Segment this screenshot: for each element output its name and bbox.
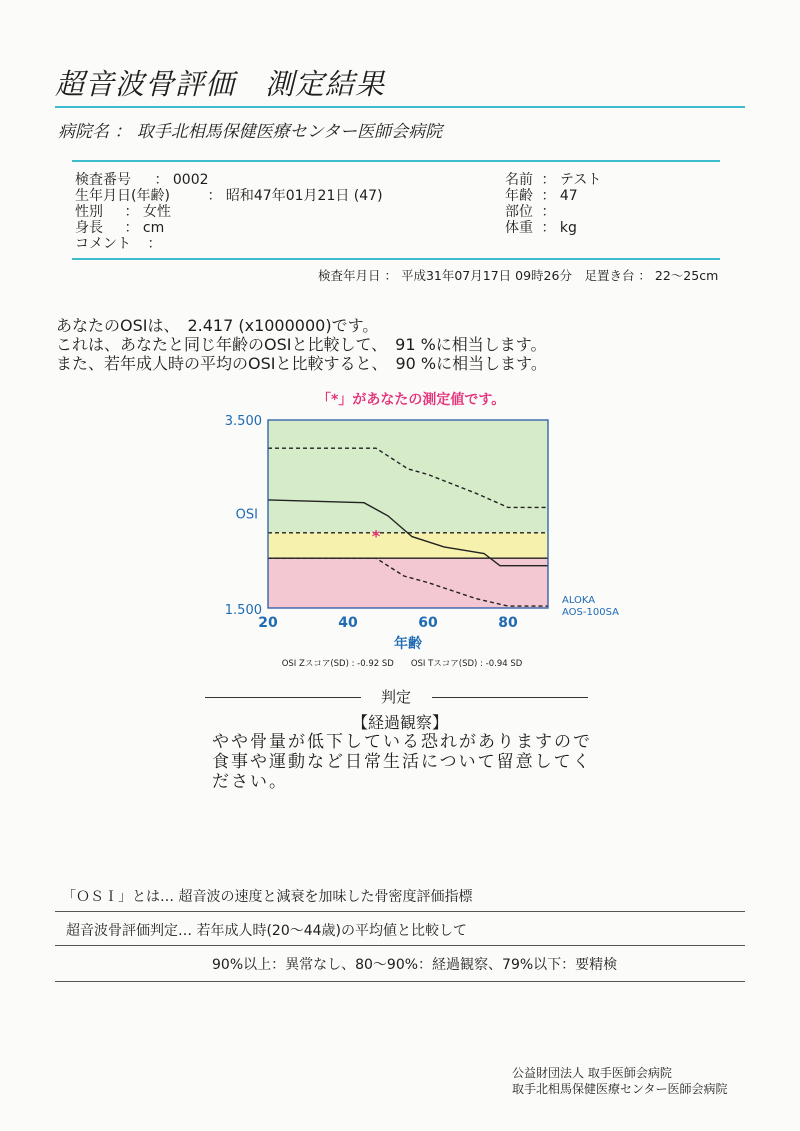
summary-line-osi: あなたのOSIは、 2.417 (x1000000)です。 [56, 316, 379, 335]
judgement-line: ださい。 [212, 772, 288, 792]
footer-divider-2 [55, 945, 745, 946]
footer-divider-1 [55, 911, 745, 912]
info-comment: コメント ： [75, 236, 162, 252]
brand-name: ALOKA [562, 595, 596, 606]
band-normal [268, 420, 548, 533]
info-sex: 性別 ： 女性 [75, 204, 171, 220]
judgement-title: 判定 [381, 688, 412, 706]
hospital-name: 病院名 ： 取手北相馬保健医療センター医師会病院 [58, 122, 443, 142]
issuer-foundation: 公益財団法人 取手医師会病院 [512, 1066, 672, 1080]
info-top-divider [72, 160, 720, 162]
info-bottom-divider [72, 258, 720, 260]
brand-model: AOS-100SA [562, 607, 619, 618]
result-summary [56, 316, 547, 373]
x-tick-label: 80 [498, 615, 518, 631]
score-readout: OSI Zスコア(SD) : -0.92 SD OSI Tスコア(SD) : -0.94 SD [281, 659, 523, 669]
patient-info-right [505, 172, 601, 236]
judgement-thresholds: 90%以上：異常なし、80～90%：経過観察、79%以下：要精検 [212, 957, 618, 973]
judgement-line: やや骨量が低下している恐れがありますので [212, 732, 592, 752]
info-exam-no: 検査番号 ： 0002 [75, 172, 209, 188]
x-tick-label: 60 [418, 615, 438, 631]
judgement-line: 食事や運動など日常生活について留意してく [212, 752, 592, 772]
info-weight: 体重 ： kg [505, 220, 577, 236]
x-tick-label: 20 [258, 615, 278, 631]
y-axis-label: OSI [235, 507, 258, 523]
page-title: 超音波骨評価 測定結果 [55, 67, 386, 101]
chart-note: 「*」があなたの測定値です。 [317, 392, 506, 408]
y-tick-label: 3.500 [224, 414, 262, 429]
judgement-body [212, 732, 592, 792]
info-site: 部位 ： [505, 204, 556, 220]
footer-divider-3 [55, 981, 745, 982]
summary-line-young-compare: また、若年成人時の平均のOSIと比較すると、 90 %に相当します。 [56, 354, 547, 373]
patient-info-left [75, 172, 383, 252]
judge-rule-left [205, 697, 361, 698]
info-height: 身長 ： cm [75, 220, 165, 236]
summary-line-age-compare: これは、あなたと同じ年齢のOSIと比較して、 91 %に相当します。 [56, 335, 547, 354]
issuer-hospital: 取手北相馬保健医療センター医師会病院 [512, 1082, 728, 1096]
y-tick-label: 1.500 [224, 603, 262, 618]
osi-definition: 「ＯＳＩ」とは… 超音波の速度と減衰を加味した骨密度評価指標 [62, 889, 473, 905]
x-axis-label: 年齢 [394, 636, 422, 652]
judge-rule-right [432, 697, 588, 698]
measurement-marker: * [371, 526, 381, 546]
x-tick-label: 40 [338, 615, 358, 631]
info-age: 年齢 ： 47 [505, 188, 578, 204]
info-name: 名前 ： テスト [505, 172, 602, 188]
judgement-criteria: 超音波骨評価判定… 若年成人時(20～44歳)の平均値と比較して [66, 923, 468, 939]
band-observe [268, 533, 548, 558]
exam-datetime: 検査年月日 ： 平成31年07月17日 09時26分 足置き台 ： 22～25cm [318, 268, 719, 283]
judgement-heading: 【経過観察】 [352, 713, 449, 732]
info-birthdate: 生年月日(年齢) ： 昭和47年01月21日 (47) [75, 188, 383, 204]
osi-chart [0, 405, 800, 685]
title-divider [55, 106, 745, 108]
